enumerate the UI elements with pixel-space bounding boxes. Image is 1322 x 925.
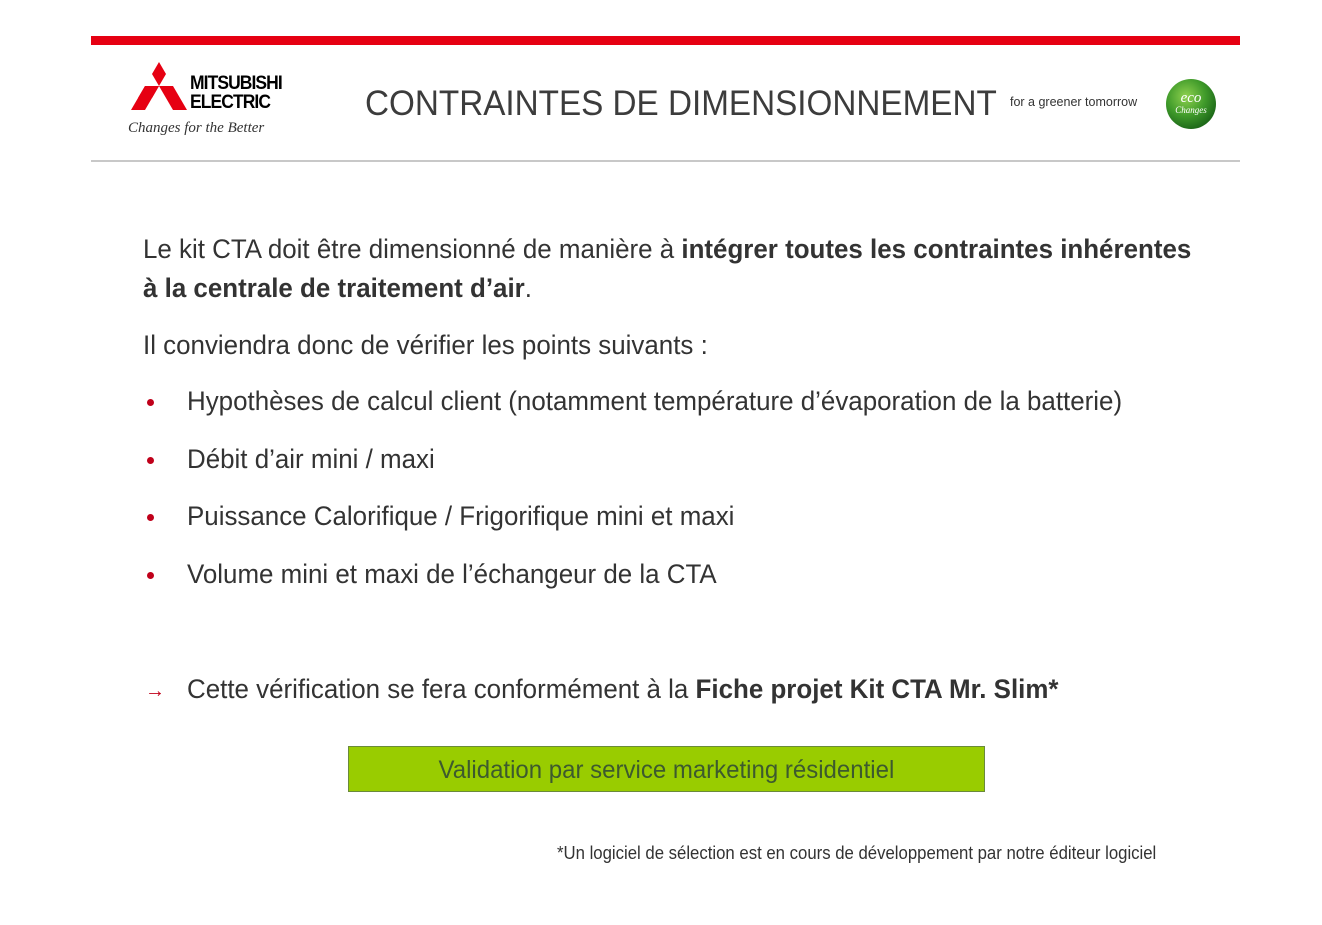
arrow-right-icon: →	[145, 680, 165, 702]
intro-emphasis-1: intégrer toutes les contraintes inhérentes	[681, 234, 1192, 264]
list-item-text: Puissance Calorifique / Frigorifique mini et maxi	[187, 501, 735, 531]
eco-changes-icon	[1165, 78, 1217, 130]
intro-text: Le kit CTA doit être dimensionné de manière à	[143, 234, 682, 264]
list-item-text: Volume mini et maxi de l’échangeur de la CTA	[187, 559, 717, 589]
conclusion-plain: Cette vérification se fera conformément à la	[187, 674, 696, 704]
validation-banner	[348, 746, 985, 792]
conclusion-emphasis: Fiche projet Kit CTA Mr. Slim*	[695, 674, 1059, 704]
validation-label: Validation par service marketing résidentiel	[438, 756, 895, 784]
page-title: CONTRAINTES DE DIMENSIONNEMENT	[365, 84, 997, 123]
bullet-dot-icon	[147, 457, 154, 464]
brand-name-line1: MITSUBISHI	[190, 73, 282, 94]
list-item-text: Débit d’air mini / maxi	[187, 444, 435, 474]
header-divider	[91, 160, 1240, 162]
intro-emphasis-2: à la centrale de traitement d’air	[143, 273, 525, 303]
list-item-text: Hypothèses de calcul client (notamment température d’évaporation de la batterie)	[187, 386, 1123, 416]
mitsubishi-logo	[126, 58, 316, 142]
bullet-dot-icon	[147, 514, 154, 521]
bullet-dot-icon	[147, 399, 154, 406]
top-red-bar	[91, 36, 1240, 45]
intro-paragraph	[143, 230, 1191, 308]
bullet-dot-icon	[147, 572, 154, 579]
brand-name-line2: ELECTRIC	[190, 92, 271, 113]
slogan: for a greener tomorrow	[1010, 95, 1138, 109]
intro-end: .	[524, 273, 532, 303]
changes-label: Changes	[1175, 105, 1207, 115]
lead-paragraph: Il conviendra donc de vérifier les points suivants :	[143, 330, 708, 360]
footnote: *Un logiciel de sélection est en cours de développement par notre éditeur logiciel	[557, 843, 1157, 863]
eco-label: eco	[1180, 90, 1202, 106]
brand-tagline: Changes for the Better	[128, 120, 265, 136]
conclusion-text	[187, 671, 1058, 707]
three-diamonds-icon	[128, 60, 190, 114]
